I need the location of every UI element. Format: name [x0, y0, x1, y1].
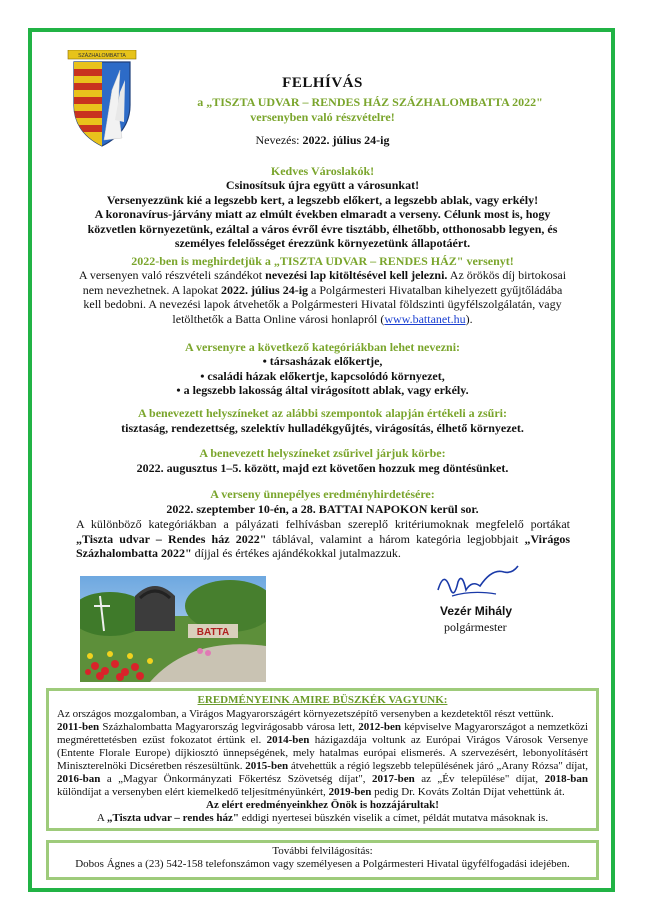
- results-line3: Az elért eredményeinkhez Önök is hozzájárultak!: [206, 799, 439, 811]
- city-photo: [80, 576, 266, 682]
- page-title: FELHÍVÁS: [282, 75, 363, 91]
- category-item: • családi házak előkertje, kapcsolódó környezet,: [200, 368, 445, 383]
- ceremony-text: 2022. szeptember 10-én, a 28. BATTAI NAPOKON kerül sor.: [166, 502, 479, 516]
- announce-text-bold: nevezési lap kitöltésével kell jelezni.: [265, 268, 448, 282]
- results-text: a „Magyar Önkormányzati Főkertész Szövetség díjat",: [100, 773, 372, 785]
- info-box: [46, 840, 599, 880]
- results-year: 2017-ben: [372, 773, 415, 785]
- category-item: • a legszebb lakosság által virágosított ablak, vagy erkély.: [176, 383, 469, 397]
- signature-image: [432, 560, 522, 608]
- prize-text: [76, 517, 570, 561]
- criteria-heading: A benevezett helyszíneket az alábbi szempontok alapján értékeli a zsűri:: [138, 406, 507, 420]
- categories-heading: A versenyre a következő kategóriákban lehet nevezni:: [184, 340, 461, 354]
- jury-text: 2022. augusztus 1–5. között, majd ezt követően hozzuk meg döntésünket.: [136, 461, 509, 475]
- results-line4: [57, 812, 588, 825]
- intro-line: személyes felelősséget érezzünk környezetünk állapotáért.: [174, 236, 471, 250]
- crest-banner-text: SZÁZHALOMBATTA: [78, 53, 126, 59]
- subtitle-line2: versenyben való részvételre!: [250, 110, 395, 124]
- announce-text-part: a Polgármesteri Hivatalban kihelyezett gyűjtőládába kell bedobni. A nevezési lapok átvehetők a Polgármesteri Hivatal földszinti ügyfélszolgálatán, vagy letölthetők a Batta Online városi honlapról (: [83, 282, 563, 326]
- signature-name: Vezér Mihály: [440, 604, 513, 618]
- jury-heading: A benevezett helyszíneket zsűrivel járjuk körbe:: [199, 446, 446, 460]
- results-text-bold: „Tiszta udvar – rendes ház": [106, 812, 239, 824]
- results-text: pedig Dr. Kováts Zoltán Díjat vehettünk át.: [371, 786, 565, 798]
- categories-list: [0, 354, 645, 398]
- battanet-link[interactable]: www.battanet.hu: [384, 311, 466, 326]
- intro-line: közvetlen környezetünk, ezáltal a város évről évre tisztább, élhetőbb, otthonosabb legyen, és: [87, 221, 558, 236]
- results-year: 2019-ben: [328, 786, 372, 798]
- intro-line: Versenyezzünk kié a legszebb kert, a legszebb előkert, a legszebb ablak, vagy erkély!: [106, 192, 539, 207]
- results-text: az „Év települése" díjat,: [414, 773, 545, 785]
- prize-text-bold: „Virágos Százhalombatta 2022": [76, 531, 570, 560]
- info-text: Dobos Ágnes a (23) 542-158 telefonszámon vagy személyesen a Polgármesteri Hivatal ügyfélfogadási idejében.: [75, 858, 570, 870]
- results-heading: EREDMÉNYEINK AMIRE BÜSZKÉK VAGYUNK:: [197, 694, 448, 706]
- prize-text-part: díjjal és értékes ajándékokkal jutalmazzuk.: [191, 546, 401, 560]
- ceremony-heading: A verseny ünnepélyes eredményhirdetésére:: [210, 487, 435, 501]
- results-text: Az országos mozgalomban, a Virágos Magyarországért környezetszépítő versenyben a kezdetektől részt vettünk.: [57, 708, 554, 720]
- intro-line: Csinosítsuk újra együtt a városunkat!: [225, 178, 420, 192]
- results-line1: [57, 708, 588, 721]
- announce-text-part: ).: [465, 311, 473, 326]
- results-year: 2012-ben: [358, 721, 402, 733]
- announce-text-part: Az örökös díj birtokosai nem nevezhetnek. A lapokat: [82, 268, 567, 297]
- announce-heading: 2022-ben is meghirdetjük a „TISZTA UDVAR – RENDES HÁZ" versenyt!: [131, 254, 514, 268]
- deadline: [0, 133, 645, 148]
- results-text: házigazdája voltunk az Európai Virágos Városok Versenye (Entente Florale Europe) díjkiosztó ünnepségének, mely hatalmas európai elismerés. A szervezésért, lebonyolításért Miniszterelnöki Dicséretben részesültünk.: [57, 734, 588, 772]
- info-heading: További felvilágosítás:: [272, 845, 373, 857]
- results-text: Százhalombatta Magyarország legvirágosabb városa lett,: [99, 721, 359, 733]
- results-year: 2015-ben: [245, 760, 289, 772]
- signature-role: polgármester: [444, 620, 507, 634]
- deadline-label: Nevezés:: [255, 133, 303, 147]
- results-year: 2014-ben: [266, 734, 310, 746]
- criteria-text: tisztaság, rendezettség, szelektív hulladékgyűjtés, virágosítás, élhető környezet.: [121, 421, 524, 435]
- intro-block: [70, 178, 575, 251]
- announce-text-date: 2022. július 24-ig: [221, 282, 309, 297]
- announce-text-part: A versenyen való részvételi szándékot: [78, 268, 266, 282]
- intro-line: A koronavírus-járvány miatt az elmúlt években elmaradt a verseny. Célunk most is, hogy: [94, 207, 551, 221]
- results-text: képviselve Magyarországot a nemzetközi megmérettetésben ezüst fokozatot értünk el.: [57, 721, 589, 746]
- announce-text: [75, 268, 570, 326]
- category-item: • társasházak előkertje,: [262, 354, 383, 368]
- prize-text-part: táblával, valamint a három kategória legjobbjait: [266, 531, 525, 546]
- results-text: átvehettük a régió legszebb településének járó „Arany Rózsa" díjat,: [288, 760, 588, 772]
- prize-text-bold: „Tiszta udvar – Rendes ház 2022": [76, 531, 267, 546]
- results-year: 2018-ban: [544, 773, 588, 785]
- prize-text-part: A különböző kategóriákban a pályázati felhívásban szereplő kritériumoknak megfelelő portákat: [76, 517, 570, 531]
- results-line2: [57, 721, 588, 799]
- photo-sign-text: BATTA: [196, 627, 230, 638]
- greeting: Kedves Városlakók!: [270, 164, 375, 178]
- results-box: [46, 688, 599, 831]
- subtitle-line1: a „TISZTA UDVAR – RENDES HÁZ SZÁZHALOMBATTA 2022": [197, 95, 543, 109]
- results-year: 2016-ban: [57, 773, 101, 785]
- deadline-date: 2022. július 24-ig: [302, 133, 390, 147]
- results-text: különdíjat a versenyben elért kiemelkedő teljesítményünkért,: [57, 786, 329, 798]
- results-text: A: [96, 812, 107, 824]
- results-text: eddigi nyertesei büszkén viselik a címet, példát mutatva másoknak is.: [238, 812, 549, 824]
- results-year: 2011-ben: [57, 721, 100, 733]
